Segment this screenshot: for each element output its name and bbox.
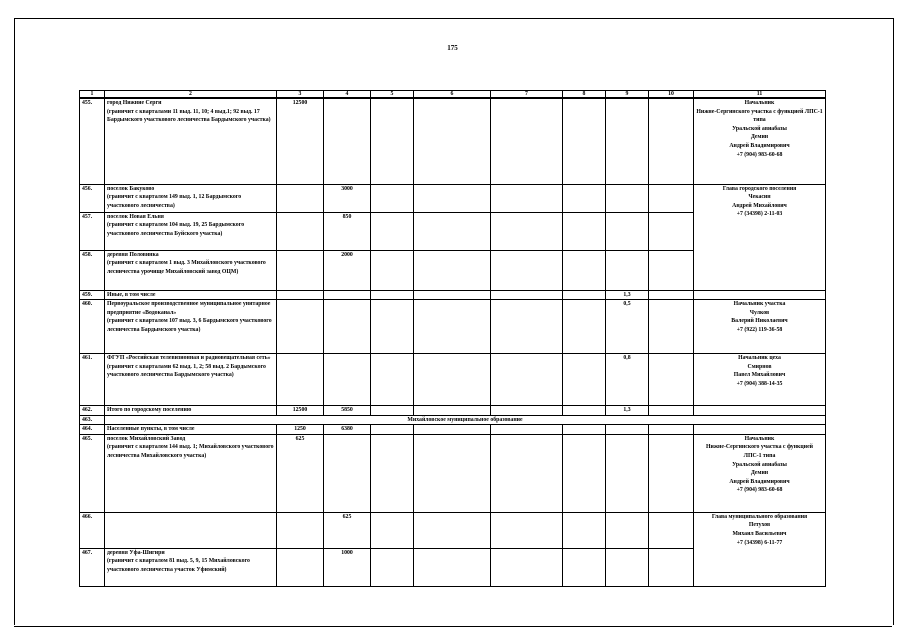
row-name: Населенные пункты, в том числе bbox=[105, 425, 277, 435]
col6-value bbox=[414, 354, 491, 406]
header-cell: 4 bbox=[324, 91, 371, 99]
row-name: Итого по городскому поселению bbox=[105, 406, 277, 416]
row-number: 463. bbox=[80, 415, 105, 425]
header-cell: 9 bbox=[606, 91, 649, 99]
col9-value bbox=[606, 212, 649, 250]
col3-value: 12500 bbox=[277, 406, 324, 416]
row-name: поселок Михайловский Завод (граничит с кварталом 144 выд. 1; Михайловского участкового лесничества Михайловского участка) bbox=[105, 434, 277, 512]
row-name: деревня Половинка (граничит с кварталом 1 выд. 3 Михайловского участкового лесничества урочище Михайловский завод ОЦМ) bbox=[105, 250, 277, 290]
col7-value bbox=[491, 184, 563, 212]
col3-value bbox=[277, 354, 324, 406]
col5-value bbox=[371, 512, 414, 548]
col8-value bbox=[563, 212, 606, 250]
col4-value: 2000 bbox=[324, 250, 371, 290]
col10-value bbox=[649, 98, 694, 184]
col8-value bbox=[563, 512, 606, 548]
row-number: 460. bbox=[80, 300, 105, 354]
row-number: 466. bbox=[80, 512, 105, 548]
row-name: Первоуральское производственное муниципальное унитарное предприятие «Водоканал» (граничит с кварталом 107 выд. 3, 6 Бардымского участкового лесничества Бардымского участка) bbox=[105, 300, 277, 354]
col3-value bbox=[277, 300, 324, 354]
col10-value bbox=[649, 184, 694, 212]
header-cell: 3 bbox=[277, 91, 324, 99]
col10-value bbox=[649, 425, 694, 435]
col8-value bbox=[563, 406, 606, 416]
header-cell: 1 bbox=[80, 91, 105, 99]
table-row bbox=[80, 434, 826, 512]
col4-value: 6380 bbox=[324, 425, 371, 435]
col9-value: 0,5 bbox=[606, 300, 649, 354]
col3-value: 625 bbox=[277, 434, 324, 512]
col9-value: 0,8 bbox=[606, 354, 649, 406]
col6-value bbox=[414, 184, 491, 212]
col4-value bbox=[324, 354, 371, 406]
table-row bbox=[80, 354, 826, 406]
section-title: Михайловское муниципальное образование bbox=[105, 415, 826, 425]
col6-value bbox=[414, 406, 491, 416]
row-name: поселок Новая Ельня (граничит с кварталом 104 выд. 19, 25 Бардымского участкового лесничества Буйского участка) bbox=[105, 212, 277, 250]
col5-value bbox=[371, 354, 414, 406]
col4-value: 1000 bbox=[324, 548, 371, 586]
col7-value bbox=[491, 548, 563, 586]
col6-value bbox=[414, 512, 491, 548]
row-number: 455. bbox=[80, 98, 105, 184]
table-row bbox=[80, 184, 826, 212]
table-row bbox=[80, 512, 826, 548]
row-name bbox=[105, 512, 277, 548]
col4-value: 850 bbox=[324, 212, 371, 250]
col6-value bbox=[414, 548, 491, 586]
col7-value bbox=[491, 250, 563, 290]
col3-value bbox=[277, 250, 324, 290]
contact-cell: Начальник Нижне-Сергинского участка с функцией ЛПС-1 типа Уральской авиабазы Демин Андрей Владимирович +7 (904) 983-60-68 bbox=[694, 98, 826, 184]
row-name: ФГУП «Российская телевизионная и радиовещательная сеть» (граничит с кварталами 62 выд. 1, 2; 58 выд. 2 Бардымского участкового лесничества Бардымского участка) bbox=[105, 354, 277, 406]
col10-value bbox=[649, 212, 694, 250]
col3-value: 12500 bbox=[277, 98, 324, 184]
header-cell: 8 bbox=[563, 91, 606, 99]
col10-value bbox=[649, 250, 694, 290]
col8-value bbox=[563, 434, 606, 512]
col10-value bbox=[649, 290, 694, 300]
col8-value bbox=[563, 354, 606, 406]
table-row bbox=[80, 290, 826, 300]
contact-cell bbox=[694, 406, 826, 416]
col4-value bbox=[324, 300, 371, 354]
col8-value bbox=[563, 548, 606, 586]
contact-cell: Глава городского поселения Чекасин Андрей Михайлович +7 (34398) 2-11-03 bbox=[694, 184, 826, 290]
row-number: 462. bbox=[80, 406, 105, 416]
col9-value bbox=[606, 512, 649, 548]
col3-value bbox=[277, 290, 324, 300]
col9-value bbox=[606, 250, 649, 290]
row-number: 456. bbox=[80, 184, 105, 212]
contact-cell: Глава муниципального образования Петухов Михаил Васильевич +7 (34398) 6-11-77 bbox=[694, 512, 826, 586]
col10-value bbox=[649, 300, 694, 354]
col5-value bbox=[371, 212, 414, 250]
page-frame-bottom bbox=[14, 626, 892, 627]
col6-value bbox=[414, 98, 491, 184]
col9-value bbox=[606, 434, 649, 512]
col10-value bbox=[649, 354, 694, 406]
page-number: 175 bbox=[447, 44, 458, 52]
col7-value bbox=[491, 434, 563, 512]
contact-cell: Начальник цеха Смирнов Павел Михайлович +7 (904) 388-14-35 bbox=[694, 354, 826, 406]
col6-value bbox=[414, 425, 491, 435]
col9-value: 1,3 bbox=[606, 406, 649, 416]
col9-value bbox=[606, 98, 649, 184]
col5-value bbox=[371, 98, 414, 184]
table-row bbox=[80, 406, 826, 416]
row-name: Иные, в том числе bbox=[105, 290, 277, 300]
header-row bbox=[80, 91, 826, 99]
col7-value bbox=[491, 290, 563, 300]
document-table bbox=[79, 90, 826, 587]
col5-value bbox=[371, 548, 414, 586]
col6-value bbox=[414, 290, 491, 300]
col7-value bbox=[491, 300, 563, 354]
col5-value bbox=[371, 250, 414, 290]
col3-value bbox=[277, 548, 324, 586]
col8-value bbox=[563, 290, 606, 300]
row-number: 467. bbox=[80, 548, 105, 586]
row-number: 464. bbox=[80, 425, 105, 435]
row-name: поселок Бакуково (граничит с кварталом 149 выд. 1, 12 Бардымского участкового лесничества) bbox=[105, 184, 277, 212]
table-row bbox=[80, 415, 826, 425]
table-row bbox=[80, 98, 826, 184]
table-row bbox=[80, 300, 826, 354]
col7-value bbox=[491, 406, 563, 416]
col9-value: 1,3 bbox=[606, 290, 649, 300]
contact-cell: Начальник Нижне-Сергинского участка с функцией ЛПС-1 типа Уральской авиабазы Демин Андрей Владимирович +7 (904) 983-60-68 bbox=[694, 434, 826, 512]
col7-value bbox=[491, 98, 563, 184]
col9-value bbox=[606, 184, 649, 212]
col4-value bbox=[324, 98, 371, 184]
col4-value: 625 bbox=[324, 512, 371, 548]
col4-value bbox=[324, 290, 371, 300]
contact-cell bbox=[694, 290, 826, 300]
col10-value bbox=[649, 512, 694, 548]
col4-value bbox=[324, 434, 371, 512]
table-row bbox=[80, 425, 826, 435]
col8-value bbox=[563, 250, 606, 290]
col5-value bbox=[371, 184, 414, 212]
col4-value: 3000 bbox=[324, 184, 371, 212]
header-cell: 7 bbox=[491, 91, 563, 99]
col5-value bbox=[371, 425, 414, 435]
col9-value bbox=[606, 425, 649, 435]
col7-value bbox=[491, 354, 563, 406]
row-number: 465. bbox=[80, 434, 105, 512]
header-cell: 2 bbox=[105, 91, 277, 99]
col3-value: 1250 bbox=[277, 425, 324, 435]
col10-value bbox=[649, 434, 694, 512]
row-number: 459. bbox=[80, 290, 105, 300]
col10-value bbox=[649, 406, 694, 416]
contact-cell bbox=[694, 425, 826, 435]
row-name: деревня Уфа-Шигири (граничит с кварталом 81 выд. 5, 9, 15 Михайловского участкового лесничества участок Уфимский) bbox=[105, 548, 277, 586]
col3-value bbox=[277, 184, 324, 212]
col7-value bbox=[491, 425, 563, 435]
row-number: 461. bbox=[80, 354, 105, 406]
col4-value: 5850 bbox=[324, 406, 371, 416]
col8-value bbox=[563, 425, 606, 435]
header-cell: 11 bbox=[694, 91, 826, 99]
col6-value bbox=[414, 250, 491, 290]
col3-value bbox=[277, 512, 324, 548]
col6-value bbox=[414, 434, 491, 512]
col5-value bbox=[371, 300, 414, 354]
row-number: 458. bbox=[80, 250, 105, 290]
col9-value bbox=[606, 548, 649, 586]
col3-value bbox=[277, 212, 324, 250]
header-cell: 5 bbox=[371, 91, 414, 99]
col6-value bbox=[414, 300, 491, 354]
col7-value bbox=[491, 212, 563, 250]
header-cell: 6 bbox=[414, 91, 491, 99]
col6-value bbox=[414, 212, 491, 250]
col10-value bbox=[649, 548, 694, 586]
col8-value bbox=[563, 98, 606, 184]
col8-value bbox=[563, 184, 606, 212]
col5-value bbox=[371, 406, 414, 416]
col5-value bbox=[371, 434, 414, 512]
contact-cell: Начальник участка Чулков Валерий Николаевич +7 (922) 119-36-58 bbox=[694, 300, 826, 354]
col7-value bbox=[491, 512, 563, 548]
row-number: 457. bbox=[80, 212, 105, 250]
header-cell: 10 bbox=[649, 91, 694, 99]
col5-value bbox=[371, 290, 414, 300]
col8-value bbox=[563, 300, 606, 354]
row-name: город Нижние Серги (граничит с кварталами 11 выд. 11, 10; 4 выд.1; 92 выд. 17 Бардымского участкового лесничества Бардымского участка) bbox=[105, 98, 277, 184]
